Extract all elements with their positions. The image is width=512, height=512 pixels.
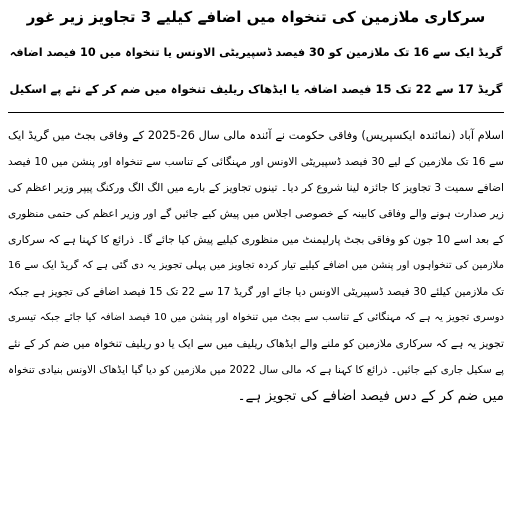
article-line: میں ضم کر کے دس فیصد اضافے کی تجویز ہے۔ — [237, 388, 504, 404]
article-line: زیر صدارت ہونے والے وفاقی کابینہ کے خصوصی اجلاس میں پیش کیے جائیں گے اور وزیر اعظم کی حتمی منظوری — [8, 208, 504, 220]
headline-divider — [8, 112, 504, 113]
headline-sub-2: گریڈ 17 سے 22 تک 15 فیصد اضافہ یا ایڈھاک ریلیف تنخواہ میں ضم کر کے نئے پے اسکیل — [9, 82, 503, 96]
article-line: اضافے سمیت 3 تجاویز کا جائزہ لینا شروع کر دیا۔ تینوں تجاویز کے بارے میں الگ الگ ورکنگ پیپر وزیر اعظم کی — [8, 181, 504, 194]
article-line: ملازمین کی تنخواہوں اور پنشن میں اضافے کیلیے تیار کردہ تجاویز میں پہلی تجویز یہ دی گئی ہے کہ گریڈ ایک سے 16 — [8, 260, 504, 271]
article-line: تجویز یہ ہے کہ سرکاری ملازمین کو ملنے والے ایڈھاک ریلیف میں سے ایک یا دو ریلیف تنخواہ میں ضم کر کے نئے — [8, 337, 504, 350]
article-line: دوسری تجویز یہ ہے کہ مہنگائی کے تناسب سے بجٹ میں تنخواہ اور پنشن میں 10 فیصد اضافہ کیا جائے جبکہ تیسری — [8, 312, 504, 323]
headline-main: سرکاری ملازمین کی تنخواہ میں اضافے کیلیے 3 تجاویز زیر غور — [26, 8, 486, 26]
article-line: اسلام آباد (نمائندہ ایکسپریس) وفاقی حکومت نے آئندہ مالی سال 26-2025 کے وفاقی بجٹ میں گریڈ ایک — [8, 129, 504, 142]
article-line: سے 16 تک ملازمین کے لیے 30 فیصد ڈسپیریٹی الاونس اور مہنگائی کے تناسب سے تنخواہ اور پنشن میں 10 فیصد — [8, 156, 504, 168]
article-line: تک ملازمین کیلئے 30 فیصد ڈسپیریٹی الاونس دیا جائے اور گریڈ 17 سے 22 تک 15 فیصد اضافے کی تجویز ہے جبکہ — [8, 286, 504, 298]
headline-sub-1: گریڈ ایک سے 16 تک ملازمین کو 30 فیصد ڈسپیریٹی الاونس یا تنخواہ میں 10 فیصد اضافہ — [9, 46, 503, 59]
article-line: کے بعد اسے 10 جون کو وفاقی بجٹ پارلیمنٹ میں منظوری کیلیے پیش کیا جائے گا۔ ذرائع کا کہنا ہے کہ سرکاری — [8, 233, 504, 246]
article-body — [8, 123, 504, 409]
article-line: پے سکیل جاری کیے جائیں۔ ذرائع کا کہنا ہے کہ مالی سال 2022 میں ملازمین کو دیا گیا ایڈھاک الاونس بنیادی تنخواہ — [8, 364, 504, 376]
